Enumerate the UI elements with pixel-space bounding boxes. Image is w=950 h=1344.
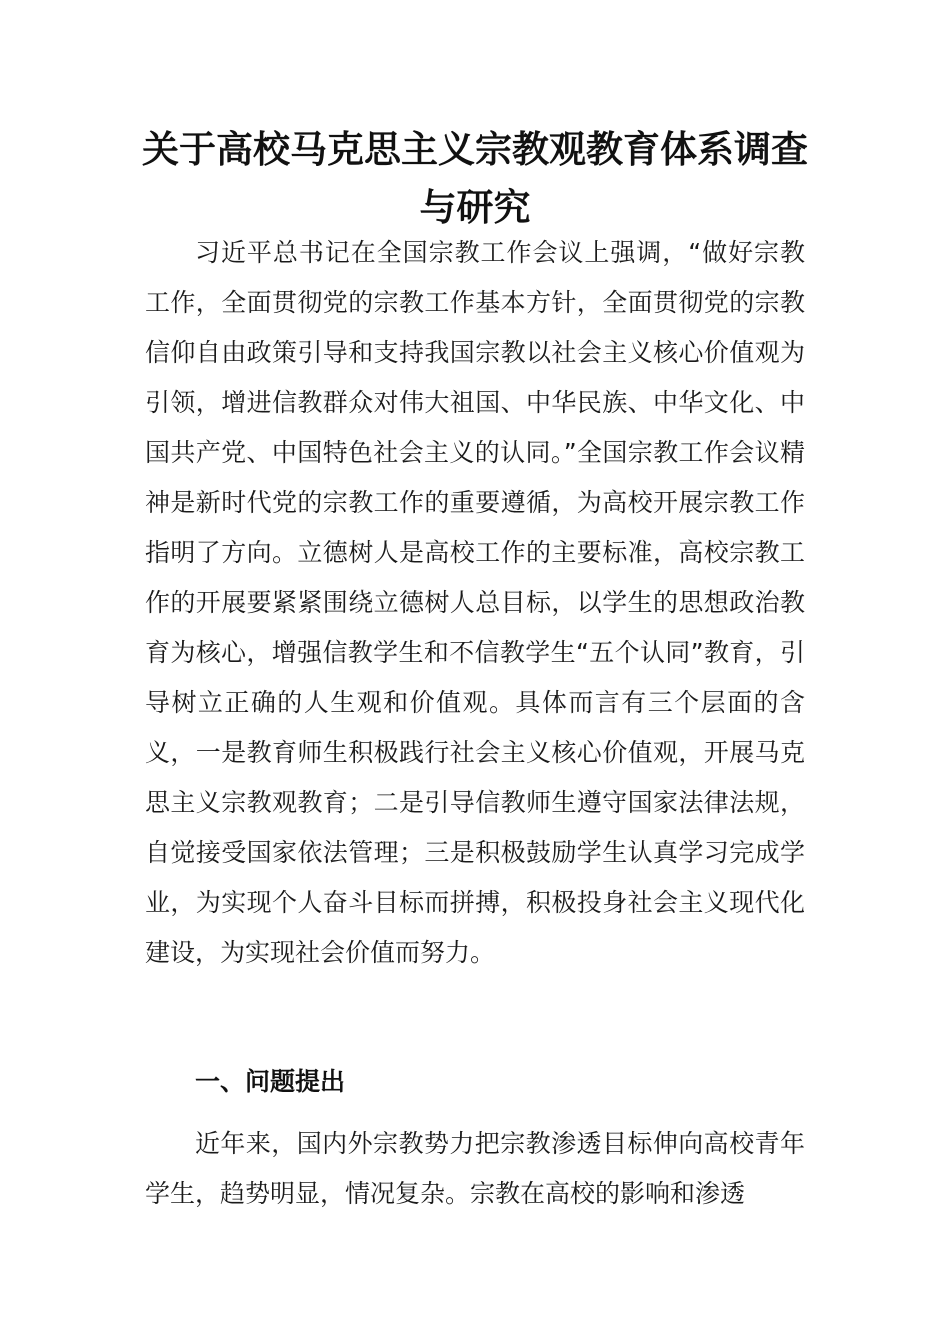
- document-title: 关于高校马克思主义宗教观教育体系调查与研究: [142, 127, 808, 229]
- paragraph-problem: 近年来，国内外宗教势力把宗教渗透目标伸向高校青年学生，趋势明显，情况复杂。宗教在高校的影响和渗透: [145, 1129, 805, 1208]
- paragraph-intro: 习近平总书记在全国宗教工作会议上强调，“做好宗教工作，全面贯彻党的宗教工作基本方针，全面贯彻党的宗教信仰自由政策引导和支持我国宗教以社会主义核心价值观为引领，增进信教群众对伟大祖国、中华民族、中华文化、中国共产党、中国特色社会主义的认同。”全国宗教工作会议精神是新时代党的宗教工作的重要遵循，为高校开展宗教工作指明了方向。立德树人是高校工作的主要标准，高校宗教工作的开展要紧紧围绕立德树人总目标，以学生的思想政治教育为核心，增强信教学生和不信教学生“五个认同”教育，引导树立正确的人生观和价值观。具体而言有三个层面的含义，一是教育师生积极践行社会主义核心价值观，开展马克思主义宗教观教育；二是引导信教师生遵守国家法律法规，自觉接受国家依法管理；三是积极鼓励学生认真学习完成学业，为实现个人奋斗目标而拼搏，积极投身社会主义现代化建设，为实现社会价值而努力。: [145, 238, 805, 967]
- section-heading-problem: 一、问题提出: [195, 1067, 346, 1096]
